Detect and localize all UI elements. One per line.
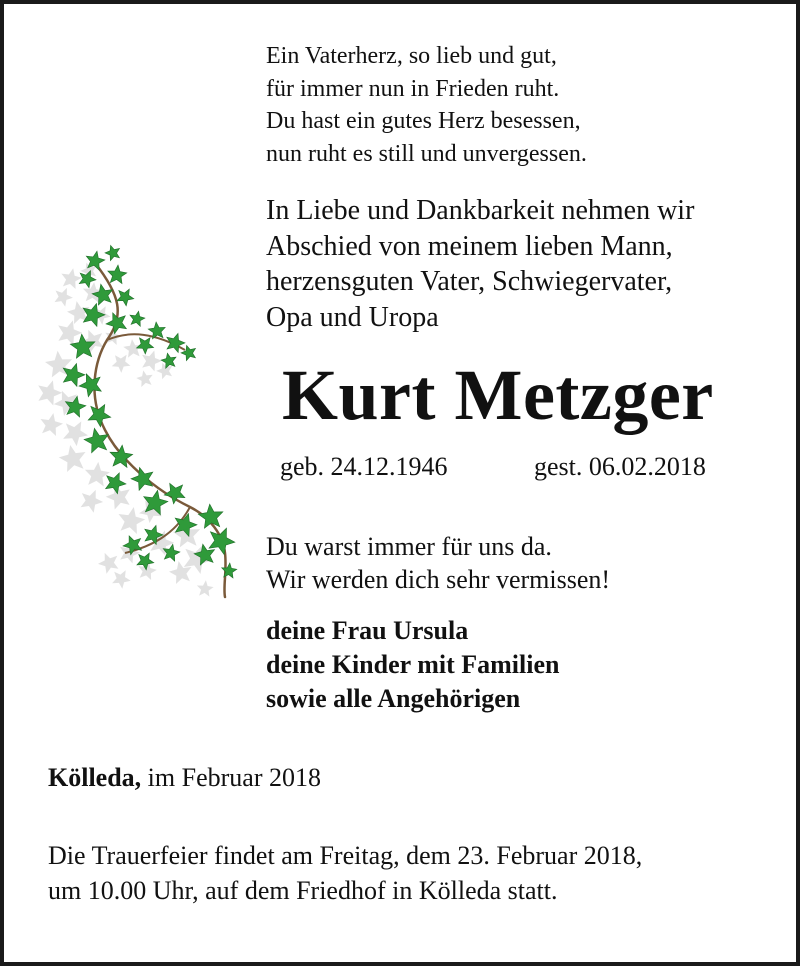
ivy-leaf-shadow	[85, 462, 110, 487]
farewell-message	[266, 530, 610, 596]
ivy-leaf-shadow	[59, 445, 86, 472]
ivy-leaf-shadow	[197, 580, 214, 596]
place-date-line	[48, 761, 321, 795]
ivy-leaf	[88, 405, 111, 427]
farewell-intro	[266, 193, 694, 335]
mourners-list	[266, 614, 559, 716]
intro-line: herzensguten Vater, Schwiegervater,	[266, 266, 673, 297]
ivy-leaf	[117, 289, 134, 306]
ivy-leaf-shadow	[98, 553, 118, 574]
intro-line: Abschied von meinem lieben Mann,	[266, 230, 673, 262]
birth-date: geb. 24.12.1946	[280, 452, 448, 481]
poem-line: Du hast ein gutes Herz besessen,	[266, 108, 581, 134]
funeral-line: um 10.00 Uhr, auf dem Friedhof in Kölleda statt.	[48, 876, 558, 905]
place-town: Kölleda,	[48, 763, 142, 792]
message-line: Du warst immer für uns da.	[266, 532, 552, 561]
ivy-leaf	[131, 468, 153, 491]
ivy-leaf	[105, 245, 120, 260]
mourner-line: deine Kinder mit Familien	[266, 650, 560, 679]
ivy-leaf-shadow	[136, 370, 152, 387]
ivy-leaf-shadow	[58, 320, 82, 345]
message-line: Wir werden dich sehr vermissen!	[266, 565, 611, 594]
ivy-leaf	[198, 504, 223, 528]
place-date: im Februar 2018	[141, 763, 321, 792]
ivy-leaf-shadow	[81, 490, 104, 513]
ivy-leaf	[106, 473, 126, 494]
poem	[266, 40, 587, 170]
ivy-leaf-shadow	[61, 268, 82, 289]
ivy-leaf	[86, 251, 105, 270]
ivy-leaf	[181, 345, 196, 360]
poem-line: nun ruht es still und unvergessen.	[266, 140, 587, 167]
ivy-leaf-shadow	[119, 507, 146, 534]
ivy-leaf	[79, 374, 101, 397]
ivy-leaf-shadow	[63, 421, 88, 446]
intro-line: Opa und Uropa	[266, 301, 439, 333]
mourner-line: sowie alle Angehörigen	[266, 684, 521, 713]
poem-line: Ein Vaterherz, so lieb und gut,	[266, 43, 557, 69]
intro-line: In Liebe und Dankbarkeit nehmen wir	[266, 195, 695, 226]
ivy-leaf	[222, 563, 237, 578]
mourner-line: deine Frau Ursula	[266, 616, 469, 645]
death-date: gest. 06.02.2018	[534, 452, 706, 481]
ivy-leaf-shadow	[55, 288, 73, 307]
funeral-info	[48, 838, 642, 908]
ivy-leaf-shadow	[112, 355, 131, 373]
ivy-leaf	[137, 338, 154, 354]
ivy-leaf-shadow	[156, 363, 172, 380]
ivy-branch-icon	[25, 235, 255, 610]
funeral-line: Die Trauerfeier findet am Freitag, dem 23. Februar 2018,	[48, 841, 643, 870]
ivy-leaf	[63, 364, 85, 387]
poem-line: für immer nun in Frieden ruht.	[266, 75, 560, 102]
ivy-leaf	[108, 265, 127, 284]
ivy-leaf-shadow	[112, 570, 131, 589]
ivy-leaf-shadow	[41, 413, 64, 436]
ivy-leaf	[130, 311, 145, 326]
ivy-leaf	[164, 483, 185, 504]
deceased-name: Kurt Metzger	[282, 355, 714, 435]
